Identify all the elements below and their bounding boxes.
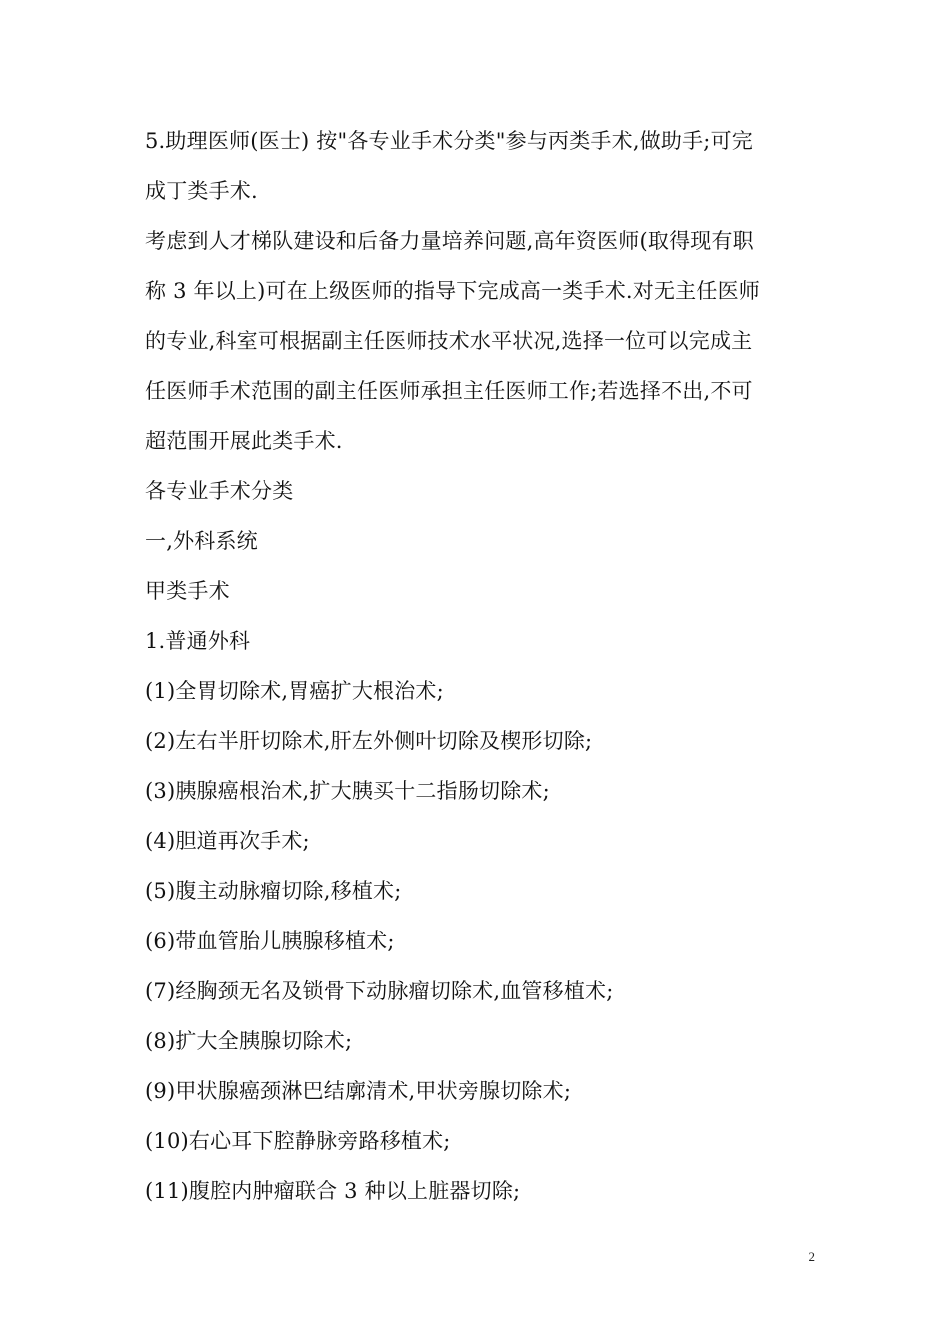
section-heading: 一,外科系统 bbox=[145, 529, 258, 553]
text-line: 考虑到人才梯队建设和后备力量培养问题,高年资医师(取得现有职 bbox=[145, 229, 754, 253]
document-body bbox=[145, 116, 810, 1216]
list-item: (8)扩大全胰腺切除术; bbox=[145, 1029, 353, 1053]
list-item: (9)甲状腺癌颈淋巴结廓清术,甲状旁腺切除术; bbox=[145, 1079, 572, 1103]
list-item: (1)全胃切除术,胃癌扩大根治术; bbox=[145, 679, 444, 703]
list-item: (5)腹主动脉瘤切除,移植术; bbox=[145, 879, 402, 903]
text-line: 称 3 年以上)可在上级医师的指导下完成高一类手术.对无主任医师 bbox=[145, 279, 760, 303]
list-item: (10)右心耳下腔静脉旁路移植术; bbox=[145, 1129, 451, 1153]
section-heading: 各专业手术分类 bbox=[145, 479, 294, 503]
text-line: 任医师手术范围的副主任医师承担主任医师工作;若选择不出,不可 bbox=[145, 379, 753, 403]
subsection-heading: 甲类手术 bbox=[145, 579, 230, 603]
page-number: 2 bbox=[808, 1249, 815, 1264]
subsection-heading: 1.普通外科 bbox=[145, 629, 251, 653]
list-item: (2)左右半肝切除术,肝左外侧叶切除及楔形切除; bbox=[145, 729, 593, 753]
list-item: (11)腹腔内肿瘤联合 3 种以上脏器切除; bbox=[145, 1179, 521, 1203]
list-item: (3)胰腺癌根治术,扩大胰买十二指肠切除术; bbox=[145, 779, 550, 803]
text-line: 成丁类手术. bbox=[145, 179, 258, 203]
list-item: (7)经胸颈无名及锁骨下动脉瘤切除术,血管移植术; bbox=[145, 979, 614, 1003]
list-item: (4)胆道再次手术; bbox=[145, 829, 310, 853]
list-item: (6)带血管胎儿胰腺移植术; bbox=[145, 929, 395, 953]
text-line: 的专业,科室可根据副主任医师技术水平状况,选择一位可以完成主 bbox=[145, 329, 753, 353]
text-line: 5.助理医师(医士) 按"各专业手术分类"参与丙类手术,做助手;可完 bbox=[145, 129, 753, 153]
text-line: 超范围开展此类手术. bbox=[145, 429, 343, 453]
